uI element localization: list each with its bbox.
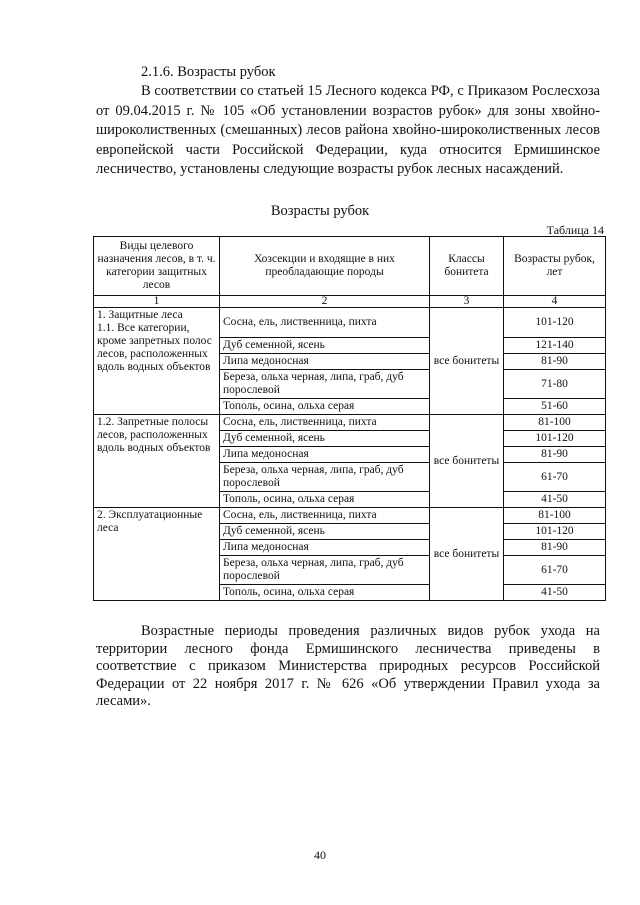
- column-number: 1: [94, 296, 220, 308]
- forest-category-cell: [94, 415, 220, 508]
- species-cell: Береза, ольха черная, липа, граб, дуб порослевой: [220, 556, 430, 585]
- cutting-age-cell: 41-50: [504, 585, 606, 601]
- cutting-age-cell: 121-140: [504, 338, 606, 354]
- cutting-age-cell: 81-90: [504, 540, 606, 556]
- species-cell: Дуб семенной, ясень: [220, 524, 430, 540]
- species-cell: Липа медоносная: [220, 354, 430, 370]
- cutting-age-cell: 81-100: [504, 415, 606, 431]
- forest-category: 1.2. Запретные полосы лесов, расположенных вдоль водных объектов: [97, 416, 211, 454]
- species-cell: Дуб семенной, ясень: [220, 431, 430, 447]
- cutting-age-table: [93, 236, 606, 601]
- cutting-age-cell: 81-90: [504, 354, 606, 370]
- cutting-age-cell: 61-70: [504, 463, 606, 492]
- species-cell: Тополь, осина, ольха серая: [220, 399, 430, 415]
- table-row: [94, 508, 606, 524]
- table-header-row: [94, 237, 606, 296]
- header-bonitet: Классы бонитета: [430, 237, 504, 296]
- cutting-age-cell: 61-70: [504, 556, 606, 585]
- page-number: 40: [314, 848, 326, 862]
- header-species: Хозсекции и входящие в них преобладающие породы: [220, 237, 430, 296]
- table-title: Возрасты рубок: [270, 203, 370, 219]
- species-cell: Сосна, ель, лиственница, пихта: [220, 415, 430, 431]
- forest-category: 1. Защитные леса 1.1. Все категории, кроме запретных полос лесов, расположенных вдоль водных объектов: [97, 309, 212, 373]
- cutting-age-cell: 101-120: [504, 431, 606, 447]
- species-cell: Береза, ольха черная, липа, граб, дуб порослевой: [220, 370, 430, 399]
- species-cell: Липа медоносная: [220, 540, 430, 556]
- bonitet-cell: все бонитеты: [430, 415, 504, 508]
- column-number: 4: [504, 296, 606, 308]
- cutting-age-cell: 101-120: [504, 524, 606, 540]
- section-heading: 2.1.6. Возрасты рубок: [141, 64, 276, 80]
- bonitet-cell: все бонитеты: [430, 508, 504, 601]
- column-number-row: [94, 296, 606, 308]
- species-cell: Сосна, ель, лиственница, пихта: [220, 308, 430, 338]
- cutting-age-cell: 81-90: [504, 447, 606, 463]
- table-row: [94, 415, 606, 431]
- species-cell: Липа медоносная: [220, 447, 430, 463]
- header-forest-purpose: Виды целевого назначения лесов, в т. ч. категории защитных лесов: [94, 237, 220, 296]
- cutting-age-cell: 71-80: [504, 370, 606, 399]
- bonitet-cell: все бонитеты: [430, 308, 504, 415]
- species-cell: Дуб семенной, ясень: [220, 338, 430, 354]
- forest-category-cell: [94, 308, 220, 415]
- intro-paragraph: В соответствии со статьей 15 Лесного кодекса РФ, с Приказом Рослесхоза от 09.04.2015 г. № 105 «Об установлении возрастов рубок» для зоны хвойно-широколиственных (смешанных) лесов района хвойно-широколиственных лесов европейской части Российской Федерации, куда относится Ермишинское лесничество, установлены следующие возрасты рубок лесных насаждений.: [96, 83, 600, 178]
- column-number: 3: [430, 296, 504, 308]
- species-cell: Сосна, ель, лиственница, пихта: [220, 508, 430, 524]
- cutting-age-cell: 51-60: [504, 399, 606, 415]
- species-cell: Береза, ольха черная, липа, граб, дуб порослевой: [220, 463, 430, 492]
- cutting-age-cell: 81-100: [504, 508, 606, 524]
- forest-category: 2. Эксплуатационные леса: [97, 509, 203, 534]
- cutting-age-cell: 41-50: [504, 492, 606, 508]
- closing-paragraph: Возрастные периоды проведения различных видов рубок ухода на территории лесного фонда Ермишинского лесничества приведены в соответствие с приказом Министерства природных ресурсов Российской Федерации от 22 ноября 2017 г. № 626 «Об утверждении Правил ухода за лесами».: [96, 623, 600, 709]
- species-cell: Тополь, осина, ольха серая: [220, 492, 430, 508]
- column-number: 2: [220, 296, 430, 308]
- table-row: [94, 308, 606, 338]
- header-cutting-age: Возрасты рубок, лет: [504, 237, 606, 296]
- cutting-age-cell: 101-120: [504, 308, 606, 338]
- species-cell: Тополь, осина, ольха серая: [220, 585, 430, 601]
- forest-category-cell: [94, 508, 220, 601]
- table-number: Таблица 14: [546, 223, 604, 237]
